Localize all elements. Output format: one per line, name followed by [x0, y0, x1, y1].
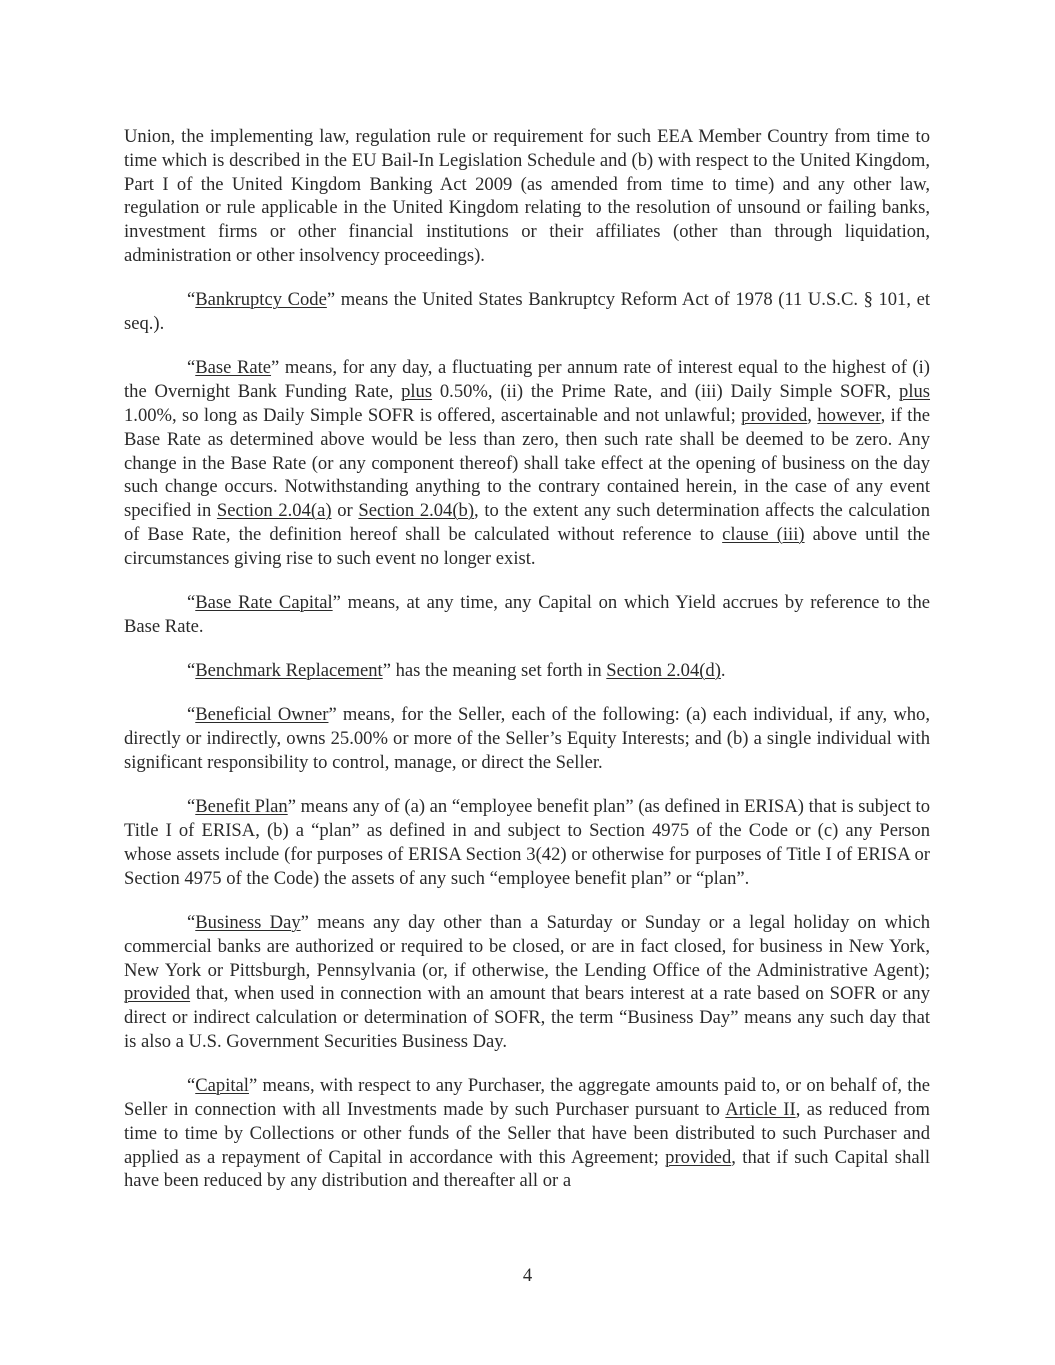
underlined-term: Section 2.04(d) — [606, 660, 721, 682]
page-number: 4 — [522, 1265, 533, 1286]
text-run: that, when used in connection with an amount that bears interest at a rate based on SOFR or any direct or indirect calculation or determination of SOFR, the term “Business Day” means any such day that is also a U.S. Government Securities Business Day. — [124, 983, 930, 1052]
text-run: “ — [187, 796, 196, 818]
definition-paragraph — [124, 356, 930, 570]
underlined-term: Article II — [725, 1099, 796, 1121]
text-run: above until the circumstances giving rise to such event no longer exist. — [124, 523, 930, 569]
text-run: 0.50%, (ii) the Prime Rate, and (iii) Daily Simple SOFR, — [432, 381, 900, 403]
text-run: , that if such Capital shall have been reduced by any distribution and thereafter all or a — [124, 1146, 930, 1192]
definition-paragraph — [124, 795, 930, 890]
underlined-term: Business Day — [195, 912, 301, 934]
underlined-term: Section 2.04(a) — [216, 500, 332, 522]
text-run: ” means any of (a) an “employee benefit plan” (as defined in ERISA) that is subject to Title I of ERISA, (b) a “plan” as defined in and subject to Section 4975 of the Code or (c) any Person whose assets include (for purposes of ERISA Section 3(42) or otherwise for purposes of Title I of ERISA or Section 4975 of the Code) the assets of any such “employee benefit plan” or “plan”. — [124, 796, 930, 889]
text-run: . — [720, 660, 726, 682]
text-run: “ — [187, 289, 196, 311]
underlined-term: Beneficial Owner — [195, 704, 329, 726]
text-run: , as reduced from time to time by Collections or other funds of the Seller that have been distributed to such Purchaser and applied as a repayment of Capital in accordance with this Agreement; — [124, 1099, 930, 1168]
definition-paragraph — [124, 288, 930, 336]
continuation-paragraph — [124, 125, 930, 268]
definition-paragraph — [124, 703, 930, 774]
document-body — [124, 125, 930, 1214]
definition-paragraph — [124, 591, 930, 639]
text-run: , if the Base Rate as determined above would be less than zero, then such rate shall be deemed to be zero. Any change in the Base Rate (or any component thereof) shall take effect at the opening of business on the day such change occurs. Notwithstanding anything to the contrary contained herein, in the case of any event specified in — [124, 404, 931, 522]
text-run: “ — [187, 704, 196, 726]
underlined-term: plus — [401, 381, 433, 403]
text-run: or — [331, 500, 359, 522]
text-run: ” means, with respect to any Purchaser, the aggregate amounts paid to, or on behalf of, the Seller in connection with all Investments made by such Purchaser pursuant to — [124, 1075, 930, 1121]
text-run: Union, the implementing law, regulation rule or requirement for such EEA Member Country from time to time which is described in the EU Bail-In Legislation Schedule and (b) with respect to the United Kingdom, Part I of the United Kingdom Banking Act 2009 (as amended from time to time) and any other law, regulation or rule applicable in the United Kingdom relating to the resolution of unsound or failing banks, investment firms or other financial institutions or their affiliates (other than through liquidation, administration or other insolvency proceedings). — [124, 126, 930, 266]
underlined-term: Capital — [195, 1075, 249, 1097]
underlined-term: Base Rate — [195, 357, 272, 379]
underlined-term: Section 2.04(b) — [358, 500, 475, 522]
text-run: ” means any day other than a Saturday or Sunday or a legal holiday on which commercial banks are authorized or required to be closed, or are in fact closed, for business in New York, New York or Pittsburgh, Pennsylvania (or, if otherwise, the Lending Office of the Administrative Agent); — [124, 912, 931, 981]
underlined-term: Bankruptcy Code — [195, 289, 327, 311]
underlined-term: Benefit Plan — [195, 796, 288, 818]
underlined-term: plus — [899, 381, 931, 403]
underlined-term: Base Rate Capital — [195, 592, 333, 614]
text-run: ” means, at any time, any Capital on which Yield accrues by reference to the Base Rate. — [124, 592, 930, 637]
text-run: “ — [187, 1075, 196, 1097]
underlined-term: Benchmark Replacement — [195, 660, 383, 682]
text-run: “ — [187, 660, 196, 682]
definition-paragraph — [124, 911, 930, 1054]
text-run: ” means, for the Seller, each of the following: (a) each individual, if any, who, directly or indirectly, owns 25.00% or more of the Seller’s Equity Interests; and (b) a single individual with significant responsibility to control, manage, or direct the Seller. — [124, 704, 931, 774]
text-run: ” means the United States Bankruptcy Reform Act of 1978 (11 U.S.C. § 101, et seq.). — [124, 289, 930, 335]
definition-paragraph — [124, 659, 930, 683]
text-run: “ — [187, 357, 196, 379]
text-run: , to the extent any such determination affects the calculation of Base Rate, the definition hereof shall be calculated without reference to — [124, 500, 931, 545]
underlined-term: provided — [665, 1146, 732, 1168]
text-run: , — [807, 404, 818, 426]
text-run: “ — [187, 592, 196, 614]
text-run: ” means, for any day, a fluctuating per annum rate of interest equal to the highest of (i) the Overnight Bank Funding Rate, — [124, 357, 930, 403]
text-run: 1.00%, so long as Daily Simple SOFR is offered, ascertainable and not unlawful; — [124, 404, 742, 426]
underlined-term: provided — [741, 404, 808, 426]
underlined-term: provided — [124, 983, 191, 1005]
underlined-term: clause (iii) — [722, 523, 805, 545]
definition-paragraph — [124, 1074, 930, 1193]
underlined-term: however — [817, 404, 881, 426]
text-run: “ — [187, 912, 196, 934]
text-run: ” has the meaning set forth in — [382, 660, 607, 682]
